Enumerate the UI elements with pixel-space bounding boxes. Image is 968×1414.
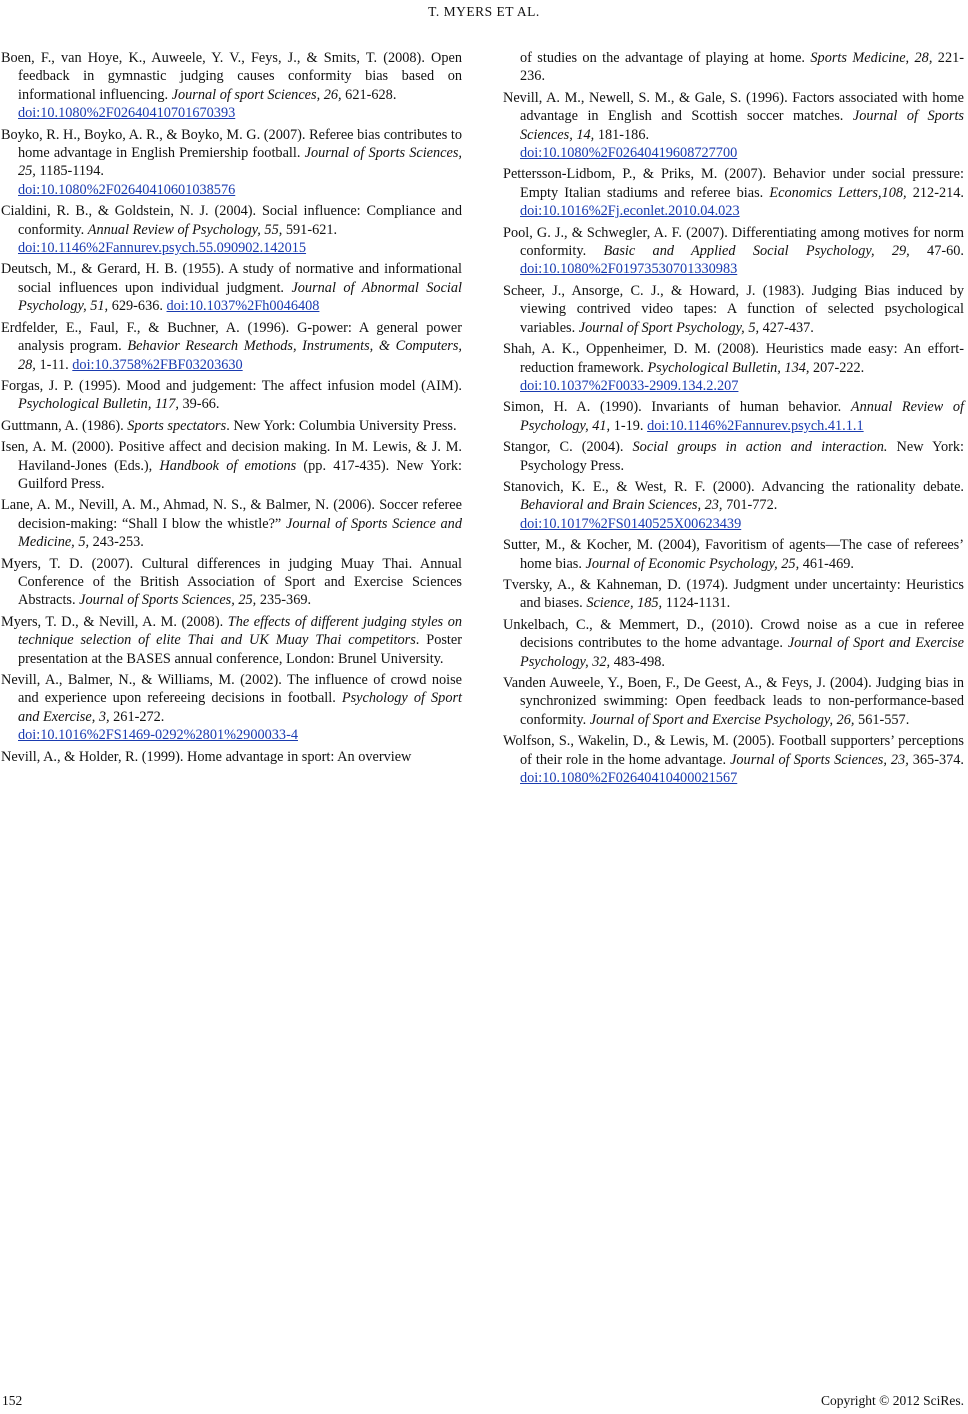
running-head: T. MYERS ET AL. [428,4,540,19]
reference-authors-title: Simon, H. A. (1990). Invariants of human behavior. [503,399,851,416]
doi-link[interactable]: doi:10.1080%2F02640410601038576 [18,181,236,198]
reference-pages: . Poster presentation at the BASES annual conference, London: Brunel University. [18,632,462,667]
doi-link[interactable]: doi:10.1080%2F01973530701330983 [520,261,738,278]
reference-authors-title: Unkelbach, C., & Memmert, D., (2010). Crowd noise as a cue in referee decisions contributes to the home advantage. [503,616,964,652]
reference-pages: 1-19. [610,417,648,434]
reference-pages: 243-253. [89,534,144,551]
reference-entry [503,89,964,163]
reference-authors-title: Myers, T. D. (2007). Cultural differences in judging Muay Thai. Annual Conference of the British Association of Sport and Exercise Sciences Abstracts. [1,555,462,609]
reference-pages: 47-60. [909,243,964,260]
reference-authors-title: Boen, F., van Hoye, K., Auweele, Y. V., Feys, J., & Smits, T. (2008). Open feedback in gymnastic judging causes conformity bias based on informational influencing. [1,50,462,103]
reference-authors-title: Shah, A. K., Oppenheimer, D. M. (2008). Heuristics made easy: An effort-reduction framework. [503,341,964,376]
reference-authors-title: Tversky, A., & Kahneman, D. (1974). Judgment under uncertainty: Heuristics and biases. [503,576,964,612]
reference-pages: 1185-1194. [35,163,104,180]
reference-authors-title: Isen, A. M. (2000). Positive affect and decision making. In M. Lewis, & J. M. Haviland-Jones (Eds.), [1,439,462,474]
reference-entry [503,398,964,435]
reference-source: Basic and Applied Social Psychology, 29, [603,243,910,260]
reference-source: Journal of Sport Psychology, 5, [578,319,760,336]
reference-authors-title: Boyko, R. H., Boyko, A. R., & Boyko, M. G. (2007). Referee bias contributes to home advantage in English Premiership football. [1,126,462,162]
reference-source: Behavioral and Brain Sciences, 23, [520,497,723,514]
reference-pages: 461-469. [799,555,854,572]
reference-entry [503,674,964,729]
reference-column-left [1,49,462,769]
reference-source: Journal of Abnormal Social Psychology, 51, [18,279,463,315]
reference-pages: 1-11. [35,356,73,373]
reference-source: The effects of different judging styles on technique selection of elite Thai and UK Muay Thai competitors [18,613,462,649]
reference-source: Journal of Sports Sciences, 25, [79,592,257,609]
reference-source: Journal of Sports Sciences, 25, [18,145,462,180]
reference-authors-title: Lane, A. M., Nevill, A. M., Ahmad, N. S., & Balmer, N. (2006). Soccer referee decision-making: “Shall I blow the whistle?” [1,497,462,532]
reference-entry [503,165,964,220]
reference-pages: 261-272. [109,708,165,725]
reference-entry [503,732,964,787]
reference-source: Psychological Bulletin, 134, [647,359,810,376]
reference-source: Sports Medicine, 28, [810,50,933,66]
reference-entry [1,613,462,668]
reference-authors-title: Erdfelder, E., Faul, F., & Buchner, A. (1996). G-power: A general power analysis program. [1,319,462,355]
reference-source: Journal of Sports Sciences, 14, [520,108,964,143]
doi-link[interactable]: doi:10.1146%2Fannurev.psych.55.090902.142015 [18,240,307,257]
reference-authors-title: Nevill, A. M., Newell, S. M., & Gale, S. (1996). Factors associated with home advantage in English and Scottish soccer matches. [503,89,964,125]
reference-source: Journal of Sports Science and Medicine, 5, [18,515,462,551]
reference-entry [503,340,964,395]
reference-pages: 701-772. [722,497,778,514]
reference-entry [1,319,462,374]
reference-entry [503,478,964,533]
doi-link[interactable]: doi:10.1080%2F02640410701670393 [18,105,236,122]
reference-authors-title: Stanovich, K. E., & West, R. F. (2000). Advancing the rationality debate. [503,478,964,495]
reference-pages: 207-222. [809,359,865,376]
doi-link[interactable]: doi:10.1146%2Fannurev.psych.41.1.1 [647,417,864,434]
reference-source: Annual Review of Psychology, 41, [520,399,964,434]
reference-authors-title: Guttmann, A. (1986). [1,417,128,434]
reference-source: Science, 185, [586,595,663,612]
reference-authors-title: Wolfson, S., Wakelin, D., & Lewis, M. (2005). Football supporters’ perceptions of their role in the home advantage. [503,733,964,768]
reference-pages: (pp. 417-435). New York: Guilford Press. [18,457,462,492]
reference-pages: 483-498. [610,653,665,670]
reference-authors-title: of studies on the advantage of playing at home. [520,50,811,66]
reference-entry [1,377,462,414]
reference-entry [503,616,964,671]
reference-entry [503,536,964,573]
reference-entry [1,748,462,766]
reference-authors-title: Myers, T. D., & Nevill, A. M. (2008). [1,613,228,630]
reference-pages: 39-66. [178,396,220,413]
reference-source: Psychology of Sport and Exercise, 3, [18,690,462,725]
reference-entry [1,496,462,551]
reference-pages: 212-214. [906,184,964,201]
doi-link[interactable]: doi:10.1037%2F0033-2909.134.2.207 [520,377,739,394]
reference-entry [503,438,964,475]
doi-link[interactable]: doi:10.1016%2FS1469-0292%2801%2900033-4 [18,727,298,744]
reference-source: Annual Review of Psychology, 55, [87,221,283,238]
reference-source: Psychological Bulletin, 117, [18,396,179,413]
reference-source: Social groups in action and interaction. [632,439,888,456]
reference-column-right [503,49,964,790]
reference-entry [1,49,462,123]
reference-pages: 427-437. [759,319,814,336]
reference-authors-title: Deutsch, M., & Gerard, H. B. (1955). A study of normative and informational social influences upon individual judgment. [1,261,462,296]
reference-authors-title: Pool, G. J., & Schwegler, A. F. (2007). Differentiating among motives for norm conformity. [503,224,964,260]
reference-entry [1,126,462,200]
reference-authors-title: Stangor, C. (2004). [503,439,633,456]
reference-authors-title: Scheer, J., Ansorge, C. J., & Howard, J. (1983). Judging Bias induced by viewing contrived video tapes: A function of selected psychological variables. [503,282,964,336]
reference-pages: . New York: Columbia University Press. [226,417,457,434]
page-number: 152 [2,1393,23,1408]
reference-source: Behavior Research Methods, Instruments, & Computers, 28, [18,338,462,373]
reference-entry [503,282,964,337]
reference-authors-title: Cialdini, R. B., & Goldstein, N. J. (2004). Social influence: Compliance and conformity. [1,203,462,238]
doi-link[interactable]: doi:10.1037%2Fh0046408 [166,298,320,315]
reference-entry [1,555,462,610]
reference-source: Journal of Sport and Exercise Psychology, 32, [520,635,964,670]
reference-pages: 621-628. [341,86,397,103]
reference-authors-title: Nevill, A., & Holder, R. (1999). Home advantage in sport: An overview [1,748,412,765]
reference-source: Journal of sport Sciences, 26, [171,86,342,103]
reference-source: Journal of Sport and Exercise Psychology, 26, [589,711,855,728]
doi-link[interactable]: doi:10.1017%2FS0140525X00623439 [520,515,742,532]
reference-source: Sports spectators [127,417,227,434]
reference-pages: 365-374. [908,751,964,768]
reference-entry [1,671,462,745]
reference-source: Journal of Sports Sciences, 23, [730,751,909,768]
reference-pages: New York: Psychology Press. [520,439,964,474]
reference-source: Handbook of emotions [159,457,297,474]
doi-link[interactable]: doi:10.1080%2F02640419608727700 [520,145,738,162]
reference-entry [1,417,462,435]
doi-link[interactable]: doi:10.3758%2FBF03203630 [72,356,243,373]
reference-authors-title: Pettersson-Lidbom, P., & Priks, M. (2007). Behavior under social pressure: Empty Italian stadiums and referee bias. [503,166,964,201]
reference-entry [503,576,964,613]
reference-source: Journal of Economic Psychology, 25, [585,555,800,572]
reference-entry [1,438,462,493]
reference-pages: 561-557. [854,711,910,728]
reference-entry [503,224,964,279]
reference-pages: 221-236. [520,50,964,85]
doi-link[interactable]: doi:10.1016%2Fj.econlet.2010.04.023 [520,203,740,220]
doi-link[interactable]: doi:10.1080%2F02640410400021567 [520,770,738,787]
reference-authors-title: Vanden Auweele, Y., Boen, F., De Geest, A., & Feys, J. (2004). Judging bias in synchronized swimming: Open feedback leads to non-performance-based conformity. [503,675,964,728]
reference-continuation [503,49,964,86]
reference-authors-title: Sutter, M., & Kocher, M. (2004), Favoritism of agents—The case of referees’ home bias. [503,537,964,572]
reference-pages: 181-186. [594,126,650,143]
reference-entry [1,202,462,257]
reference-pages: 629-636. [108,298,167,315]
reference-source: Economics Letters,108, [769,184,907,201]
reference-pages: 1124-1131. [662,595,731,612]
copyright-notice: Copyright © 2012 SciRes. [820,1393,964,1408]
reference-authors-title: Nevill, A., Balmer, N., & Williams, M. (2002). The influence of crowd noise and experience upon refereeing decisions in football. [1,672,462,707]
reference-authors-title: Forgas, J. P. (1995). Mood and judgement: The affect infusion model (AIM). [1,377,462,394]
reference-pages: 235-369. [256,592,312,609]
reference-pages: 591-621. [282,221,338,238]
reference-entry [1,260,462,315]
